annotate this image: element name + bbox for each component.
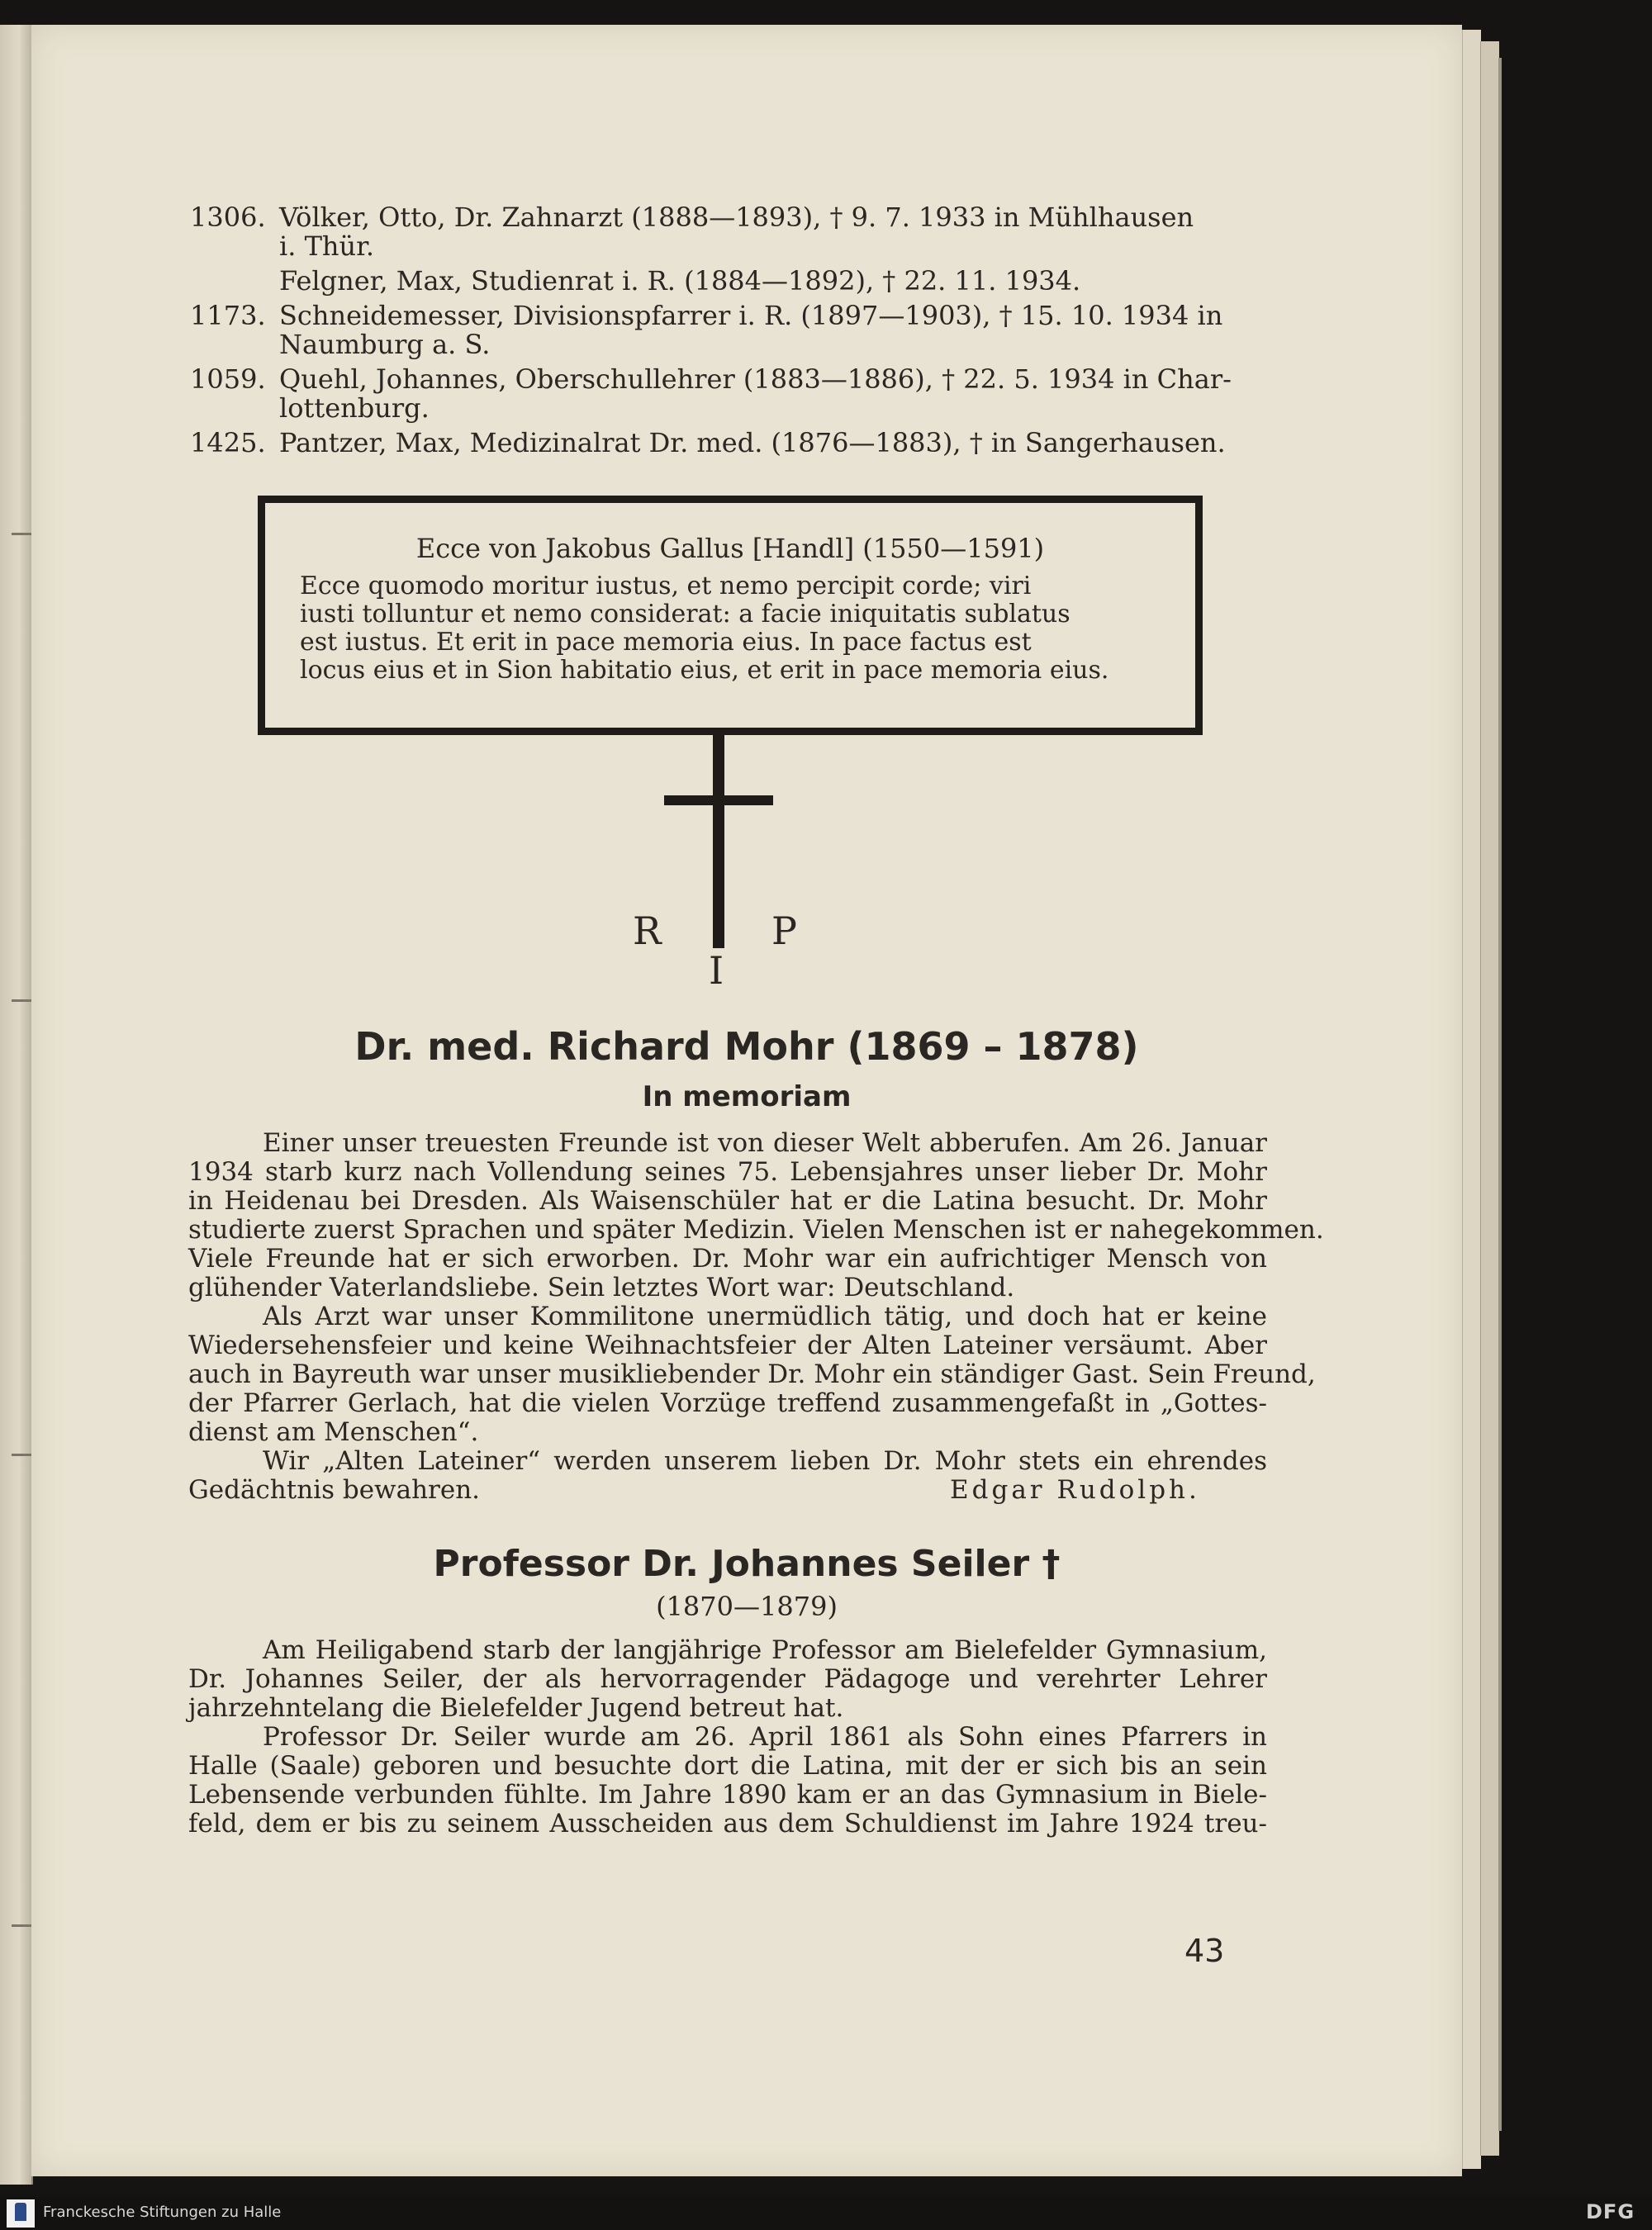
binding-stitch	[12, 1924, 33, 1927]
text-line: Am Heiligabend starb der langjährige Professor am Bielefelder Gymnasium,	[263, 1635, 1267, 1665]
text-line: dienst am Menschen“.	[188, 1417, 479, 1447]
text-line: 1934 starb kurz nach Vollendung seines 75. Lebensjahres unser lieber Dr. Mohr	[188, 1157, 1267, 1187]
list-item: 1306. Völker, Otto, Dr. Zahnarzt (1888—1893), † 9. 7. 1933 in Mühlhausen	[190, 202, 1194, 233]
cross-icon-bar	[664, 795, 773, 805]
ecce-line: est iustus. Et erit in pace memoria eius. In pace factus est	[300, 628, 1032, 657]
ecce-title: Ecce von Jakobus Gallus [Handl] (1550—1591)	[415, 533, 1045, 564]
text-line: jahrzehntelang die Bielefelder Jugend betreut hat.	[188, 1693, 844, 1723]
ecce-line: iusti tolluntur et nemo considerat: a facie iniquitatis sublatus	[300, 600, 1070, 629]
obituary-heading-seiler: Professor Dr. Johannes Seiler †	[433, 1543, 1061, 1585]
list-item: Felgner, Max, Studienrat i. R. (1884—1892), † 22. 11. 1934.	[279, 265, 1081, 297]
text-line: Gedächtnis bewahren.	[188, 1475, 481, 1505]
cross-icon	[713, 735, 724, 948]
text-line: in Heidenau bei Dresden. Als Waisenschüler hat er die Latina besucht. Dr. Mohr	[188, 1186, 1267, 1216]
institution-name: Franckesche Stiftungen zu Halle	[43, 2204, 282, 2221]
text-line: studierte zuerst Sprachen und später Medizin. Vielen Menschen ist er nahegekommen.	[188, 1215, 1324, 1245]
list-item: 1425. Pantzer, Max, Medizinalrat Dr. med. (1876—1883), † in Sangerhausen.	[190, 427, 1226, 458]
institution-logo-icon	[7, 2199, 35, 2228]
page-number: 43	[1184, 1933, 1225, 1969]
previous-page-edge	[0, 25, 33, 2185]
dfg-logo: DFG	[1586, 2200, 1635, 2223]
text-line: Einer unser treuesten Freunde ist von dieser Welt abberufen. Am 26. Januar	[263, 1128, 1267, 1158]
list-item-continuation: Naumburg a. S.	[279, 329, 491, 360]
text-line: Halle (Saale) geboren und besuchte dort die Latina, mit der er sich bis an sein	[188, 1751, 1267, 1781]
binding-stitch	[12, 533, 33, 535]
list-item: 1173. Schneidemesser, Divisionspfarrer i. R. (1897—1903), † 15. 10. 1934 in	[190, 300, 1223, 331]
text-line: auch in Bayreuth war unser musikliebender Dr. Mohr ein ständiger Gast. Sein Freund,	[188, 1359, 1316, 1389]
text-line: Professor Dr. Seiler wurde am 26. April 1861 als Sohn eines Pfarrers in	[263, 1722, 1267, 1752]
list-item: 1059. Quehl, Johannes, Oberschullehrer (1883—1886), † 22. 5. 1934 in Char-	[190, 363, 1232, 395]
rip-letter-r: R	[633, 909, 662, 953]
binding-stitch	[12, 999, 33, 1002]
obituary-years: (1870—1879)	[656, 1591, 838, 1622]
ecce-box	[258, 496, 1203, 735]
text-line: glühender Vaterlandsliebe. Sein letztes Wort war: Deutschland.	[188, 1273, 1015, 1302]
text-line: Lebensende verbunden fühlte. Im Jahre 1890 kam er an das Gymnasium in Biele-	[188, 1780, 1267, 1810]
text-line: Dr. Johannes Seiler, der als hervorragender Pädagoge und verehrter Lehrer	[188, 1664, 1267, 1694]
text-line: Viele Freunde hat er sich erworben. Dr. Mohr war ein aufrichtiger Mensch von	[188, 1244, 1267, 1274]
text-line: Als Arzt war unser Kommilitone unermüdlich tätig, und doch hat er keine	[263, 1302, 1267, 1331]
page-edge	[1480, 41, 1499, 2156]
text-line: der Pfarrer Gerlach, hat die vielen Vorzüge treffend zusammengefaßt in „Gottes-	[188, 1388, 1267, 1418]
rip-letter-p: P	[771, 909, 797, 953]
page-edge	[1498, 58, 1502, 2131]
obituary-heading-mohr: Dr. med. Richard Mohr (1869 – 1878)	[354, 1024, 1139, 1069]
list-item-continuation: lottenburg.	[279, 392, 430, 424]
author-signature: Edgar Rudolph.	[950, 1475, 1200, 1505]
text-line: Wir „Alten Lateiner“ werden unserem lieben Dr. Mohr stets ein ehrendes	[263, 1446, 1267, 1476]
ecce-line: Ecce quomodo moritur iustus, et nemo percipit corde; viri	[300, 572, 1032, 600]
document-page	[31, 25, 1462, 2176]
rip-letter-i: I	[709, 948, 724, 993]
obituary-subheading: In memoriam	[642, 1080, 852, 1113]
text-line: feld, dem er bis zu seinem Ausscheiden aus dem Schuldienst im Jahre 1924 treu-	[188, 1809, 1267, 1839]
binding-stitch	[12, 1454, 33, 1456]
text-line: Wiedersehensfeier und keine Weihnachtsfeier der Alten Lateiner versäumt. Aber	[188, 1331, 1267, 1360]
page-edge	[1462, 30, 1481, 2169]
list-item-continuation: i. Thür.	[279, 230, 375, 262]
ecce-line: locus eius et in Sion habitatio eius, et erit in pace memoria eius.	[300, 656, 1109, 685]
